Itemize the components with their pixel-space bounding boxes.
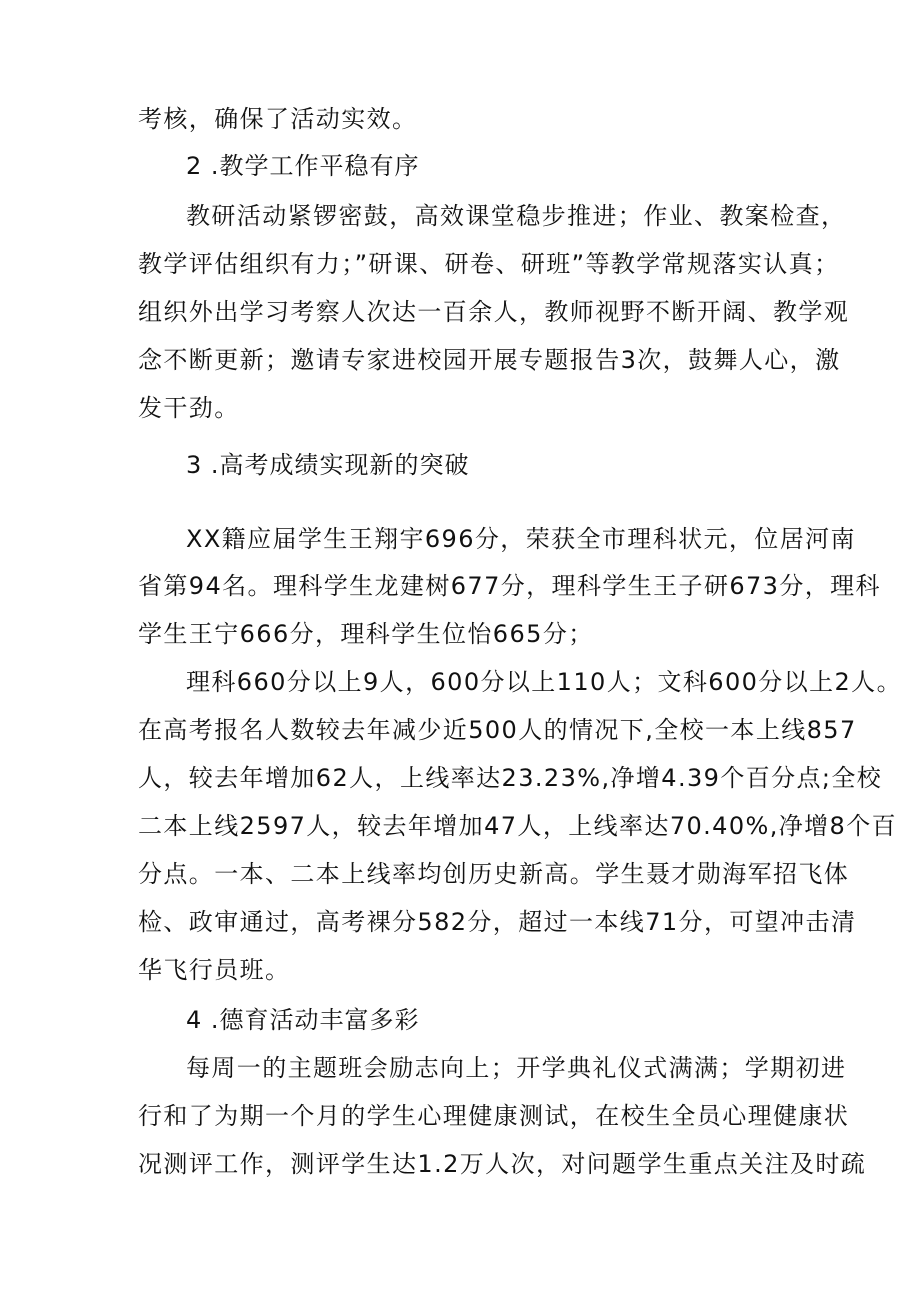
section-heading-2: 2 .教学工作平稳有序	[186, 152, 420, 180]
section-heading-3: 3 .高考成绩实现新的突破	[186, 451, 470, 479]
paragraph-line: 分点。一本、二本上线率均创历史新高。学生聂才勋海军招飞体	[138, 860, 850, 888]
section-heading-4: 4 .德育活动丰富多彩	[186, 1006, 420, 1034]
paragraph-line: 华飞行员班。	[138, 956, 291, 984]
paragraph-line: 省第94名。理科学生龙建树677分，理科学生王子研673分，理科	[138, 572, 881, 600]
paragraph-line: 每周一的主题班会励志向上；开学典礼仪式满满；学期初进	[186, 1054, 847, 1082]
paragraph-line: 人，较去年增加62人，上线率达23.23%,净增4.39个百分点;全校	[138, 764, 883, 792]
paragraph-line: 行和了为期一个月的学生心理健康测试，在校生全员心理健康状	[138, 1102, 850, 1130]
paragraph-line: 教学评估组织有力；”研课、研卷、研班”等教学常规落实认真；	[138, 250, 840, 278]
paragraph-line: 检、政审通过，高考裸分582分，超过一本线71分，可望冲击清	[138, 908, 857, 936]
paragraph-line: 理科660分以上9人，600分以上110人；文科600分以上2人。	[186, 668, 902, 696]
paragraph-line: 考核，确保了活动实效。	[138, 105, 418, 133]
paragraph-line: 组织外出学习考察人次达一百余人，教师视野不断开阔、教学观	[138, 298, 850, 326]
paragraph-line: 况测评工作，测评学生达1.2万人次，对问题学生重点关注及时疏	[138, 1150, 867, 1178]
paragraph-line: 在高考报名人数较去年减少近500人的情况下,全校一本上线857	[138, 716, 857, 744]
paragraph-line: 发干劲。	[138, 394, 240, 422]
paragraph-line: 教研活动紧锣密鼓，高效课堂稳步推进；作业、教案检查，	[186, 202, 847, 230]
paragraph-line: 二本上线2597人，较去年增加47人，上线率达70.40%,净增8个百	[138, 812, 898, 840]
paragraph-line: 学生王宁666分，理科学生位怡665分；	[138, 620, 594, 648]
paragraph-line: XX籍应届学生王翔宇696分，荣获全市理科状元，位居河南	[186, 525, 856, 553]
paragraph-line: 念不断更新；邀请专家进校园开展专题报告3次，鼓舞人心，激	[138, 346, 841, 374]
